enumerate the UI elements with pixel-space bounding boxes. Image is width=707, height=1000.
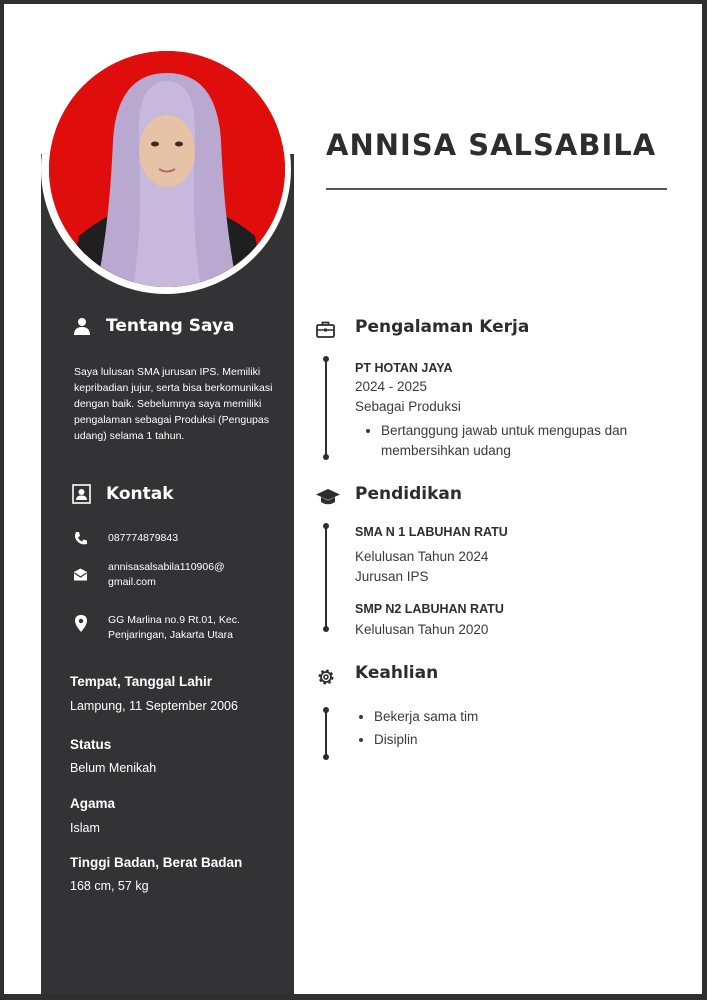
education-timeline: [325, 526, 327, 629]
work-period: 2024 - 2025: [355, 379, 428, 394]
school-name: SMP N2 LABUHAN RATU: [355, 602, 504, 616]
duty-list: [359, 421, 681, 461]
company-name: PT HOTAN JAYA: [355, 361, 453, 375]
experience-heading: Pengalaman Kerja: [355, 317, 530, 337]
about-text: Saya lulusan SMA jurusan IPS. Memiliki kepribadian jujur, serta bisa berkomunikasi dengan baik. Sebelumnya saya memiliki pengalaman sebagai Produksi (Pengupas udang) selama 1 tahun.: [74, 366, 273, 442]
job-role: Sebagai Produksi: [355, 399, 461, 414]
about-heading: Tentang Saya: [106, 316, 235, 336]
graduation-cap-icon: [316, 489, 340, 506]
home-address: GG Marlina no.9 Rt.01, Kec. Penjaringan, Jakarta Utara: [108, 614, 240, 641]
religion-value: Islam: [70, 821, 100, 835]
skills-heading: Keahlian: [355, 663, 439, 683]
resume-page: [4, 4, 702, 994]
location-pin-icon: [75, 615, 87, 632]
contact-heading: Kontak: [106, 484, 174, 504]
school-name: SMA N 1 LABUHAN RATU: [355, 525, 508, 539]
phone-number: 087774879843: [108, 532, 179, 544]
phone-icon: [73, 531, 88, 546]
status-label: Status: [70, 737, 112, 752]
briefcase-icon: [316, 321, 335, 338]
user-icon: [73, 317, 91, 335]
skill-item: • Bekerja sama tim: [374, 705, 624, 728]
name-divider: [326, 188, 667, 190]
gear-icon: [316, 667, 336, 687]
height-weight-value: 168 cm, 57 kg: [70, 879, 149, 893]
birth-label: Tempat, Tanggal Lahir: [70, 674, 213, 689]
contact-card-icon: [72, 484, 91, 504]
school-major: Jurusan IPS: [355, 569, 429, 584]
experience-timeline: [325, 359, 327, 457]
duty-item: • Bertanggung jawab untuk mengupas dan membersihkan udang: [381, 421, 681, 461]
religion-label: Agama: [70, 796, 116, 811]
height-weight-label: Tinggi Badan, Berat Badan: [70, 855, 243, 870]
birth-value: Lampung, 11 September 2006: [70, 699, 238, 713]
skill-item: • Disiplin: [374, 728, 624, 751]
skills-list: [352, 705, 624, 751]
education-heading: Pendidikan: [355, 484, 462, 504]
person-portrait-illustration: [49, 51, 285, 287]
full-name: ANNISA SALSABILA: [326, 128, 657, 162]
mail-icon: [73, 568, 88, 581]
email-address: annisasalsabila110906@ gmail.com: [108, 561, 225, 588]
school-graduation: Kelulusan Tahun 2020: [355, 622, 489, 637]
school-graduation: Kelulusan Tahun 2024: [355, 549, 489, 564]
profile-photo: [49, 51, 285, 287]
status-value: Belum Menikah: [70, 761, 157, 775]
skills-timeline: [325, 710, 327, 757]
